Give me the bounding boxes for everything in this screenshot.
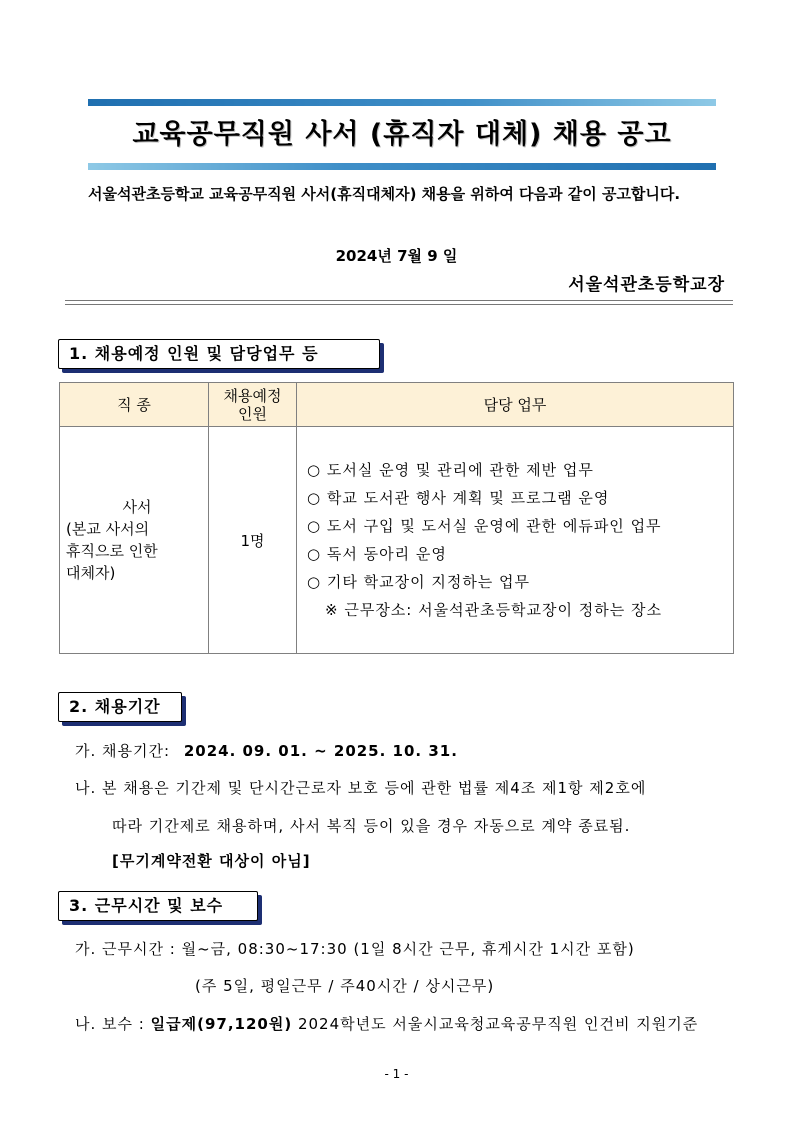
table-row xyxy=(60,427,734,654)
no-permanent-conversion-note: [무기계약전환 대상이 아님] xyxy=(112,852,311,870)
pay-basis: 2024학년도 서울시교육청교육공무직원 인건비 지원기준 xyxy=(297,1015,699,1033)
duties-cell xyxy=(297,427,734,654)
header-count-line2: 인원 xyxy=(238,404,267,423)
work-hours-line2: (주 5일, 평일근무 / 주40시간 / 상시근무) xyxy=(195,977,495,995)
pay-label: 나. 보수 : xyxy=(75,1015,145,1033)
header-count-line1: 채용예정 xyxy=(223,386,282,405)
header-job: 직 종 xyxy=(60,383,209,427)
header-count xyxy=(209,383,297,427)
table-header-row xyxy=(60,383,734,427)
duty-item: ○ 도서 구입 및 도서실 운영에 관한 에듀파인 업무 xyxy=(307,517,662,535)
page-number: - 1 - xyxy=(384,1067,409,1081)
signer: 서울석관초등학교장 xyxy=(568,275,725,295)
job-cell xyxy=(60,427,209,654)
header-duties: 담당 업무 xyxy=(297,383,734,427)
pay-line xyxy=(75,1013,698,1034)
job-desc-line: 휴직으로 인한 xyxy=(66,542,158,560)
section2-heading: 2. 채용기간 xyxy=(58,692,182,722)
intro-text: 서울석관초등학교 교육공무직원 사서(휴직대체자) 채용을 위하여 다음과 같이 공고합니다. xyxy=(88,185,681,203)
period-value: 2024. 09. 01. ~ 2025. 10. 31. xyxy=(183,742,458,760)
page-title: 교육공무직원 사서 (휴직자 대체) 채용 공고 xyxy=(132,119,672,150)
work-hours-line1: 가. 근무시간 : 월~금, 08:30~17:30 (1일 8시간 근무, 휴게시간 1시간 포함) xyxy=(75,940,635,958)
title-bottom-bar xyxy=(88,163,716,170)
duty-item: ○ 도서실 운영 및 관리에 관한 제반 업무 xyxy=(307,461,594,479)
job-desc-line: (본교 사서의 xyxy=(66,520,150,538)
period-label: 가. 채용기간: xyxy=(75,742,171,760)
announcement-date: 2024년 7월 9 일 xyxy=(335,247,458,265)
duty-item: ○ 학교 도서관 행사 계획 및 프로그램 운영 xyxy=(307,489,610,507)
duty-table xyxy=(59,382,734,654)
pay-amount: 일급제(97,120원) xyxy=(150,1015,293,1033)
divider-line xyxy=(65,304,733,305)
work-location-note: ※ 근무장소: 서울석관초등학교장이 정하는 장소 xyxy=(325,601,663,619)
section1-heading: 1. 채용예정 인원 및 담당업무 등 xyxy=(58,339,380,369)
period-line xyxy=(75,740,458,761)
contract-note-line1: 나. 본 채용은 기간제 및 단시간근로자 보호 등에 관한 법률 제4조 제1항 제2호에 xyxy=(75,779,647,797)
title-top-bar xyxy=(88,99,716,106)
section3-heading: 3. 근무시간 및 보수 xyxy=(58,891,258,921)
duty-item: ○ 독서 동아리 운영 xyxy=(307,545,447,563)
divider-line xyxy=(65,300,733,301)
duty-item: ○ 기타 학교장이 지정하는 업무 xyxy=(307,573,531,591)
contract-note-line2: 따라 기간제로 채용하며, 사서 복직 등이 있을 경우 자동으로 계약 종료됨. xyxy=(112,817,631,835)
job-title: 사서 xyxy=(122,498,152,516)
count-cell: 1명 xyxy=(209,427,297,654)
job-desc-line: 대체자) xyxy=(66,564,116,582)
